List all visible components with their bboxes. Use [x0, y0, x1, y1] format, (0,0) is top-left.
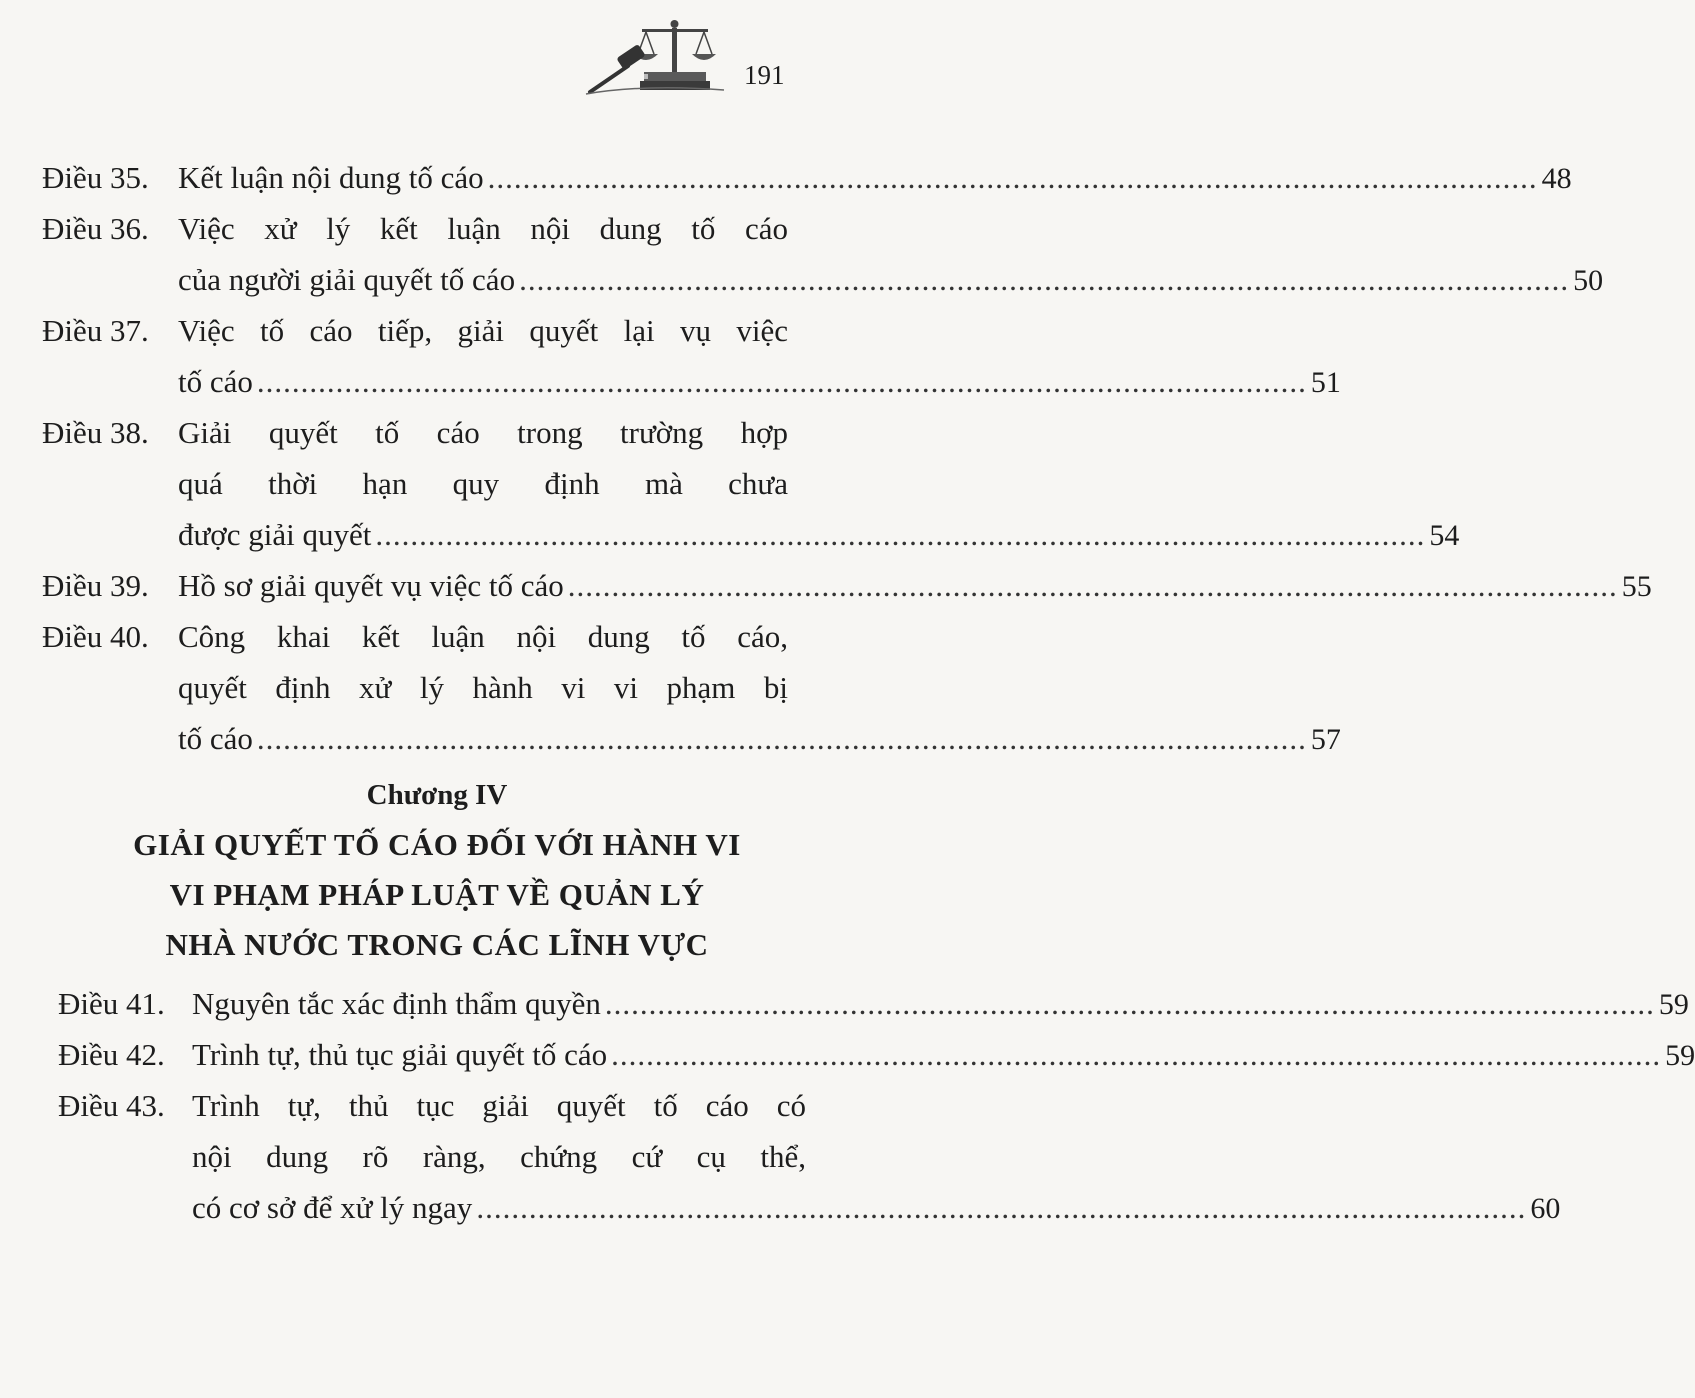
article-title: Hồ sơ giải quyết vụ việc tố cáo [178, 568, 564, 603]
toc-entry-line [0, 203, 874, 254]
dot-leader: ........................................................................................................................ [256, 364, 1307, 399]
article-title: Công khai kết luận nội dung tố cáo, [178, 619, 788, 654]
scales-of-justice-gavel-icon [584, 14, 734, 96]
article-title: được giải quyết [178, 517, 372, 552]
article-number: Điều 36. [42, 211, 149, 246]
article-title: Trình tự, thủ tục giải quyết tố cáo có [192, 1088, 806, 1123]
article-number: Điều 38. [42, 415, 149, 450]
article-title: của người giải quyết tố cáo [178, 262, 516, 297]
toc-entry [0, 611, 1341, 764]
article-number: Điều 42. [58, 1037, 165, 1072]
article-title: quá thời hạn quy định mà chưa [178, 466, 788, 501]
article-number: Điều 35. [42, 160, 149, 195]
toc-entry [0, 560, 1652, 611]
article-number: Điều 43. [58, 1088, 165, 1123]
chapter-title-line: NHÀ NƯỚC TRONG CÁC LĨNH VỰC [165, 927, 709, 962]
article-title: Việc tố cáo tiếp, giải quyết lại vụ việc [178, 313, 788, 348]
article-number: Điều 41. [58, 986, 165, 1021]
toc-entry [0, 305, 1341, 407]
article-number: Điều 39. [42, 568, 149, 603]
dot-leader: ........................................................................................................................ [604, 986, 1655, 1021]
toc-entry [0, 407, 1460, 560]
toc-entry [0, 152, 1572, 203]
toc-entry-line [0, 356, 1341, 407]
dot-leader: ........................................................................................................................ [375, 517, 1426, 552]
toc-entry-line [0, 611, 874, 662]
page-reference: 59 [1658, 988, 1689, 1021]
toc-entry-line [0, 254, 1604, 305]
dot-leader: ........................................................................................................................ [567, 568, 1618, 603]
toc-entry-line [0, 713, 1341, 764]
article-title: Nguyên tắc xác định thẩm quyền [192, 986, 601, 1021]
toc-entry-line [0, 1182, 1561, 1233]
page-reference: 59 [1665, 1039, 1695, 1072]
toc-entry-line [0, 305, 874, 356]
table-of-contents [0, 152, 1695, 1233]
toc-section-articles-41-43 [0, 978, 1695, 1233]
article-number: Điều 40. [42, 619, 149, 654]
article-title: tố cáo [178, 721, 253, 756]
toc-entry-line [0, 509, 1460, 560]
dot-leader: ........................................................................................................................ [476, 1190, 1527, 1225]
article-title: tố cáo [178, 364, 253, 399]
page-number: 191 [744, 60, 785, 90]
toc-entry [0, 203, 1604, 305]
toc-entry [0, 1029, 1695, 1080]
page-reference: 50 [1573, 264, 1604, 297]
toc-entry-line [0, 1080, 874, 1131]
article-title: Kết luận nội dung tố cáo [178, 160, 484, 195]
chapter-title-line: VI PHẠM PHÁP LUẬT VỀ QUẢN LÝ [169, 877, 705, 912]
page-reference: 54 [1429, 519, 1460, 552]
chapter-label: Chương IV [366, 779, 508, 811]
article-title: Giải quyết tố cáo trong trường hợp [178, 415, 788, 450]
article-number: Điều 37. [42, 313, 149, 348]
page-reference: 51 [1310, 366, 1341, 399]
toc-entry-line [0, 1029, 1695, 1080]
article-title: nội dung rõ ràng, chứng cứ cụ thể, [192, 1139, 806, 1174]
chapter-title [0, 820, 874, 970]
toc-entry-line [0, 407, 874, 458]
page-reference: 55 [1621, 570, 1652, 603]
article-title: có cơ sở để xử lý ngay [192, 1190, 473, 1225]
toc-entry-line [0, 152, 1572, 203]
page-reference: 57 [1310, 723, 1341, 756]
toc-entry [0, 1080, 1561, 1233]
article-title: quyết định xử lý hành vi vi phạm bị [178, 670, 788, 705]
dot-leader: ........................................................................................................................ [256, 721, 1307, 756]
toc-entry [0, 978, 1689, 1029]
chapter-heading [0, 770, 874, 970]
dot-leader: ........................................................................................................................ [487, 160, 1538, 195]
chapter-title-line: GIẢI QUYẾT TỐ CÁO ĐỐI VỚI HÀNH VI [133, 827, 741, 862]
toc-section-articles-35-40 [0, 152, 1652, 764]
toc-entry-line [0, 1131, 874, 1182]
toc-entry-line [0, 978, 1689, 1029]
toc-entry-line [0, 458, 874, 509]
dot-leader: ........................................................................................................................ [611, 1037, 1662, 1072]
page-reference: 60 [1530, 1192, 1561, 1225]
dot-leader: ........................................................................................................................ [519, 262, 1570, 297]
toc-entry-line [0, 560, 1652, 611]
article-title: Trình tự, thủ tục giải quyết tố cáo [192, 1037, 608, 1072]
page-reference: 48 [1541, 162, 1572, 195]
article-title: Việc xử lý kết luận nội dung tố cáo [178, 211, 788, 246]
toc-entry-line [0, 662, 874, 713]
page-header [0, 8, 874, 108]
